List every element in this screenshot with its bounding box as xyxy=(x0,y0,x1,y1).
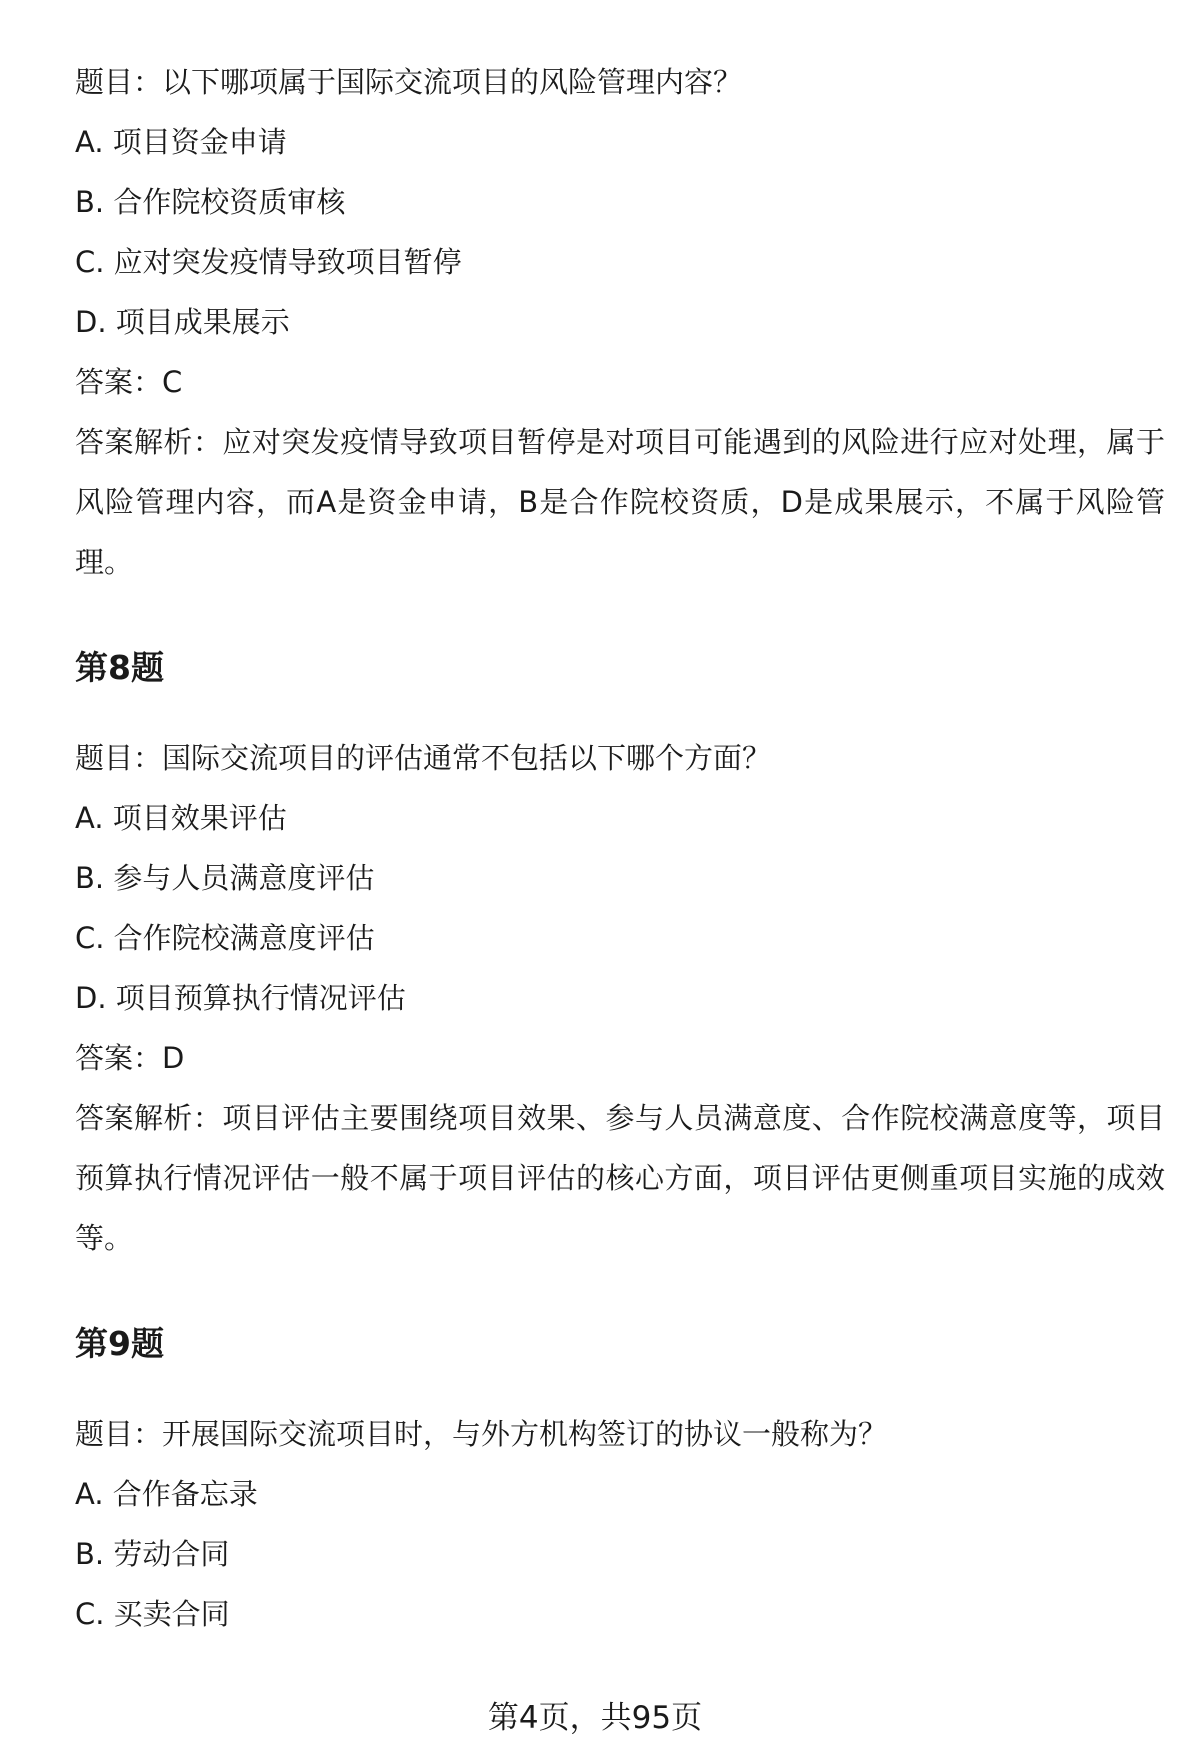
question-8-option-b: B. 参与人员满意度评估 xyxy=(75,861,375,895)
question-8-explanation: 答案解析：项目评估主要围绕项目效果、参与人员满意度、合作院校满意度等，项目预算执行情况评估一般不属于项目评估的核心方面，项目评估更侧重项目实施的成效等。 xyxy=(75,1101,1165,1255)
question-9-heading: 第9题 xyxy=(75,1324,164,1363)
question-7-option-a: A. 项目资金申请 xyxy=(75,125,287,159)
question-9-text: 题目：开展国际交流项目时，与外方机构签订的协议一般称为？ xyxy=(75,1417,888,1451)
question-8-option-d: D. 项目预算执行情况评估 xyxy=(75,981,406,1015)
question-8-option-a: A. 项目效果评估 xyxy=(75,801,287,835)
question-8-text: 题目：国际交流项目的评估通常不包括以下哪个方面？ xyxy=(75,741,772,775)
question-7-option-d: D. 项目成果展示 xyxy=(75,305,290,339)
question-7-explanation: 答案解析：应对突发疫情导致项目暂停是对项目可能遇到的风险进行应对处理，属于风险管理内容，而A是资金申请，B是合作院校资质，D是成果展示，不属于风险管理。 xyxy=(75,425,1165,579)
question-7-answer: 答案：C xyxy=(75,365,183,399)
page-footer: 第4页，共95页 xyxy=(487,1700,703,1736)
question-8-answer: 答案：D xyxy=(75,1041,185,1075)
question-9-option-c: C. 买卖合同 xyxy=(75,1597,230,1631)
question-7-option-c: C. 应对突发疫情导致项目暂停 xyxy=(75,245,462,279)
question-8-heading: 第8题 xyxy=(75,648,164,687)
question-8-option-c: C. 合作院校满意度评估 xyxy=(75,921,375,955)
question-7-text: 题目：以下哪项属于国际交流项目的风险管理内容？ xyxy=(75,65,743,99)
question-9-option-a: A. 合作备忘录 xyxy=(75,1477,258,1511)
question-7-option-b: B. 合作院校资质审核 xyxy=(75,185,346,219)
page-content xyxy=(75,62,1165,1634)
question-9-option-b: B. 劳动合同 xyxy=(75,1537,230,1571)
